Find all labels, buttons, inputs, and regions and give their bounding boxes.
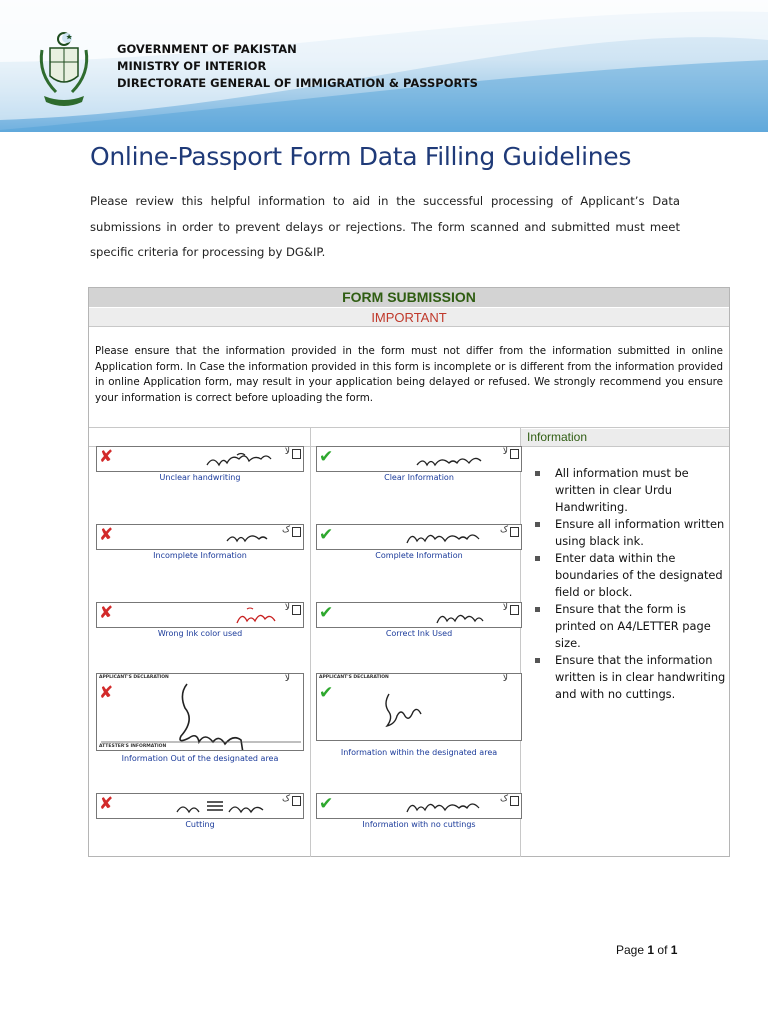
- field-marker: ک: [281, 525, 290, 535]
- ministry-line: MINISTRY OF INTERIOR: [117, 59, 267, 73]
- out-of-area-caption: Information Out of the designated area: [121, 754, 279, 763]
- important-label: IMPORTANT: [89, 307, 729, 327]
- check-icon: ✔: [319, 683, 334, 703]
- check-icon: ✔: [319, 794, 334, 814]
- signature-scribble: [97, 674, 304, 751]
- list-item: Ensure that the information written is in clear handwriting and with no cuttings.: [533, 652, 729, 703]
- field-box: [292, 527, 301, 537]
- field-box: [510, 527, 519, 537]
- complete-information-caption: Complete Information: [375, 551, 463, 560]
- signature-scribble: [317, 674, 522, 741]
- handwriting-scribble: [317, 525, 522, 550]
- state-emblem-icon: [36, 30, 92, 110]
- field-marker: ﻻ: [284, 603, 290, 613]
- current-page: 1: [647, 943, 655, 957]
- field-marker: ک: [499, 794, 508, 804]
- field-box: [292, 449, 301, 459]
- within-area-caption: Information within the designated area: [340, 748, 498, 757]
- handwriting-scribble: [317, 603, 522, 628]
- divider: [89, 427, 729, 428]
- cutting-sample: [96, 793, 304, 819]
- field-marker: ﻻ: [502, 674, 508, 684]
- handwriting-scribble: [317, 794, 522, 819]
- government-line: GOVERNMENT OF PAKISTAN: [117, 42, 297, 56]
- declaration-label: APPLICANT'S DECLARATION: [319, 675, 389, 680]
- information-heading: Information: [521, 429, 729, 446]
- page-title: Online-Passport Form Data Filling Guidelines: [90, 142, 632, 171]
- correct-ink-sample: [316, 602, 522, 628]
- page-number: [616, 943, 677, 957]
- information-list: [533, 465, 729, 703]
- check-icon: ✔: [319, 447, 334, 467]
- handwriting-scribble: [97, 794, 304, 819]
- no-cuttings-caption: Information with no cuttings: [362, 820, 476, 829]
- out-of-area-sample: [96, 673, 304, 751]
- unclear-handwriting-sample: [96, 446, 304, 472]
- check-icon: ✔: [319, 603, 334, 623]
- intro-paragraph: Please review this helpful information to aid in the successful processing of Applicant’s Data submissions in order to prevent delays or rejections. The form scanned and submitted must meet specific criteria for processing by DG&IP.: [90, 194, 680, 259]
- page-word: Page: [616, 943, 645, 957]
- list-item: Ensure that the form is printed on A4/LETTER page size.: [533, 601, 729, 652]
- clear-information-sample: [316, 446, 522, 472]
- handwriting-scribble: [97, 603, 304, 628]
- of-word: of: [657, 943, 668, 957]
- cutting-caption: Cutting: [185, 820, 215, 829]
- list-item: Ensure all information written using black ink.: [533, 516, 729, 550]
- field-box: [510, 796, 519, 806]
- incomplete-information-caption: Incomplete Information: [153, 551, 247, 560]
- form-submission-section: [88, 287, 730, 857]
- field-marker: ﻻ: [502, 603, 508, 613]
- list-item: Enter data within the boundaries of the designated field or block.: [533, 550, 729, 601]
- correct-ink-caption: Correct Ink Used: [385, 629, 453, 638]
- field-box: [510, 605, 519, 615]
- field-box: [510, 449, 519, 459]
- within-area-sample: [316, 673, 522, 741]
- handwriting-scribble: [97, 447, 304, 472]
- cross-icon: ✘: [99, 447, 114, 467]
- column-divider: [310, 427, 311, 857]
- government-heading: [117, 41, 478, 92]
- field-marker: ک: [281, 794, 290, 804]
- check-icon: ✔: [319, 525, 334, 545]
- attester-label: ATTESTER'S INFORMATION: [99, 744, 167, 749]
- cross-icon: ✘: [99, 603, 114, 623]
- field-marker: ﻻ: [284, 674, 290, 684]
- no-cuttings-sample: [316, 793, 522, 819]
- directorate-line: DIRECTORATE GENERAL OF IMMIGRATION & PASSPORTS: [117, 76, 478, 90]
- field-marker: ﻻ: [502, 447, 508, 457]
- total-pages: 1: [670, 943, 678, 957]
- incomplete-information-sample: [96, 524, 304, 550]
- field-marker: ک: [499, 525, 508, 535]
- wrong-ink-caption: Wrong Ink color used: [157, 629, 243, 638]
- wrong-ink-sample: [96, 602, 304, 628]
- handwriting-scribble: [317, 447, 522, 472]
- section-heading: FORM SUBMISSION: [89, 288, 729, 307]
- list-item: All information must be written in clear Urdu Handwriting.: [533, 465, 729, 516]
- letterhead: [0, 0, 768, 132]
- field-box: [292, 796, 301, 806]
- unclear-handwriting-caption: Unclear handwriting: [159, 473, 241, 482]
- handwriting-scribble: [97, 525, 304, 550]
- field-box: [292, 605, 301, 615]
- cross-icon: ✘: [99, 525, 114, 545]
- cross-icon: ✘: [99, 683, 114, 703]
- field-marker: ﻻ: [284, 447, 290, 457]
- divider: [89, 326, 729, 327]
- clear-information-caption: Clear Information: [384, 473, 454, 482]
- notice-paragraph: Please ensure that the information provided in the form must not differ from the information submitted in online Application form. In Case the information provided in this form is incomplete or is different from the information provided in online Application form, may result in your application being delayed or refused. We strongly recommend you ensure your information is correct before uploading the form.: [95, 345, 723, 404]
- cross-icon: ✘: [99, 794, 114, 814]
- complete-information-sample: [316, 524, 522, 550]
- declaration-label: APPLICANT'S DECLARATION: [99, 675, 169, 680]
